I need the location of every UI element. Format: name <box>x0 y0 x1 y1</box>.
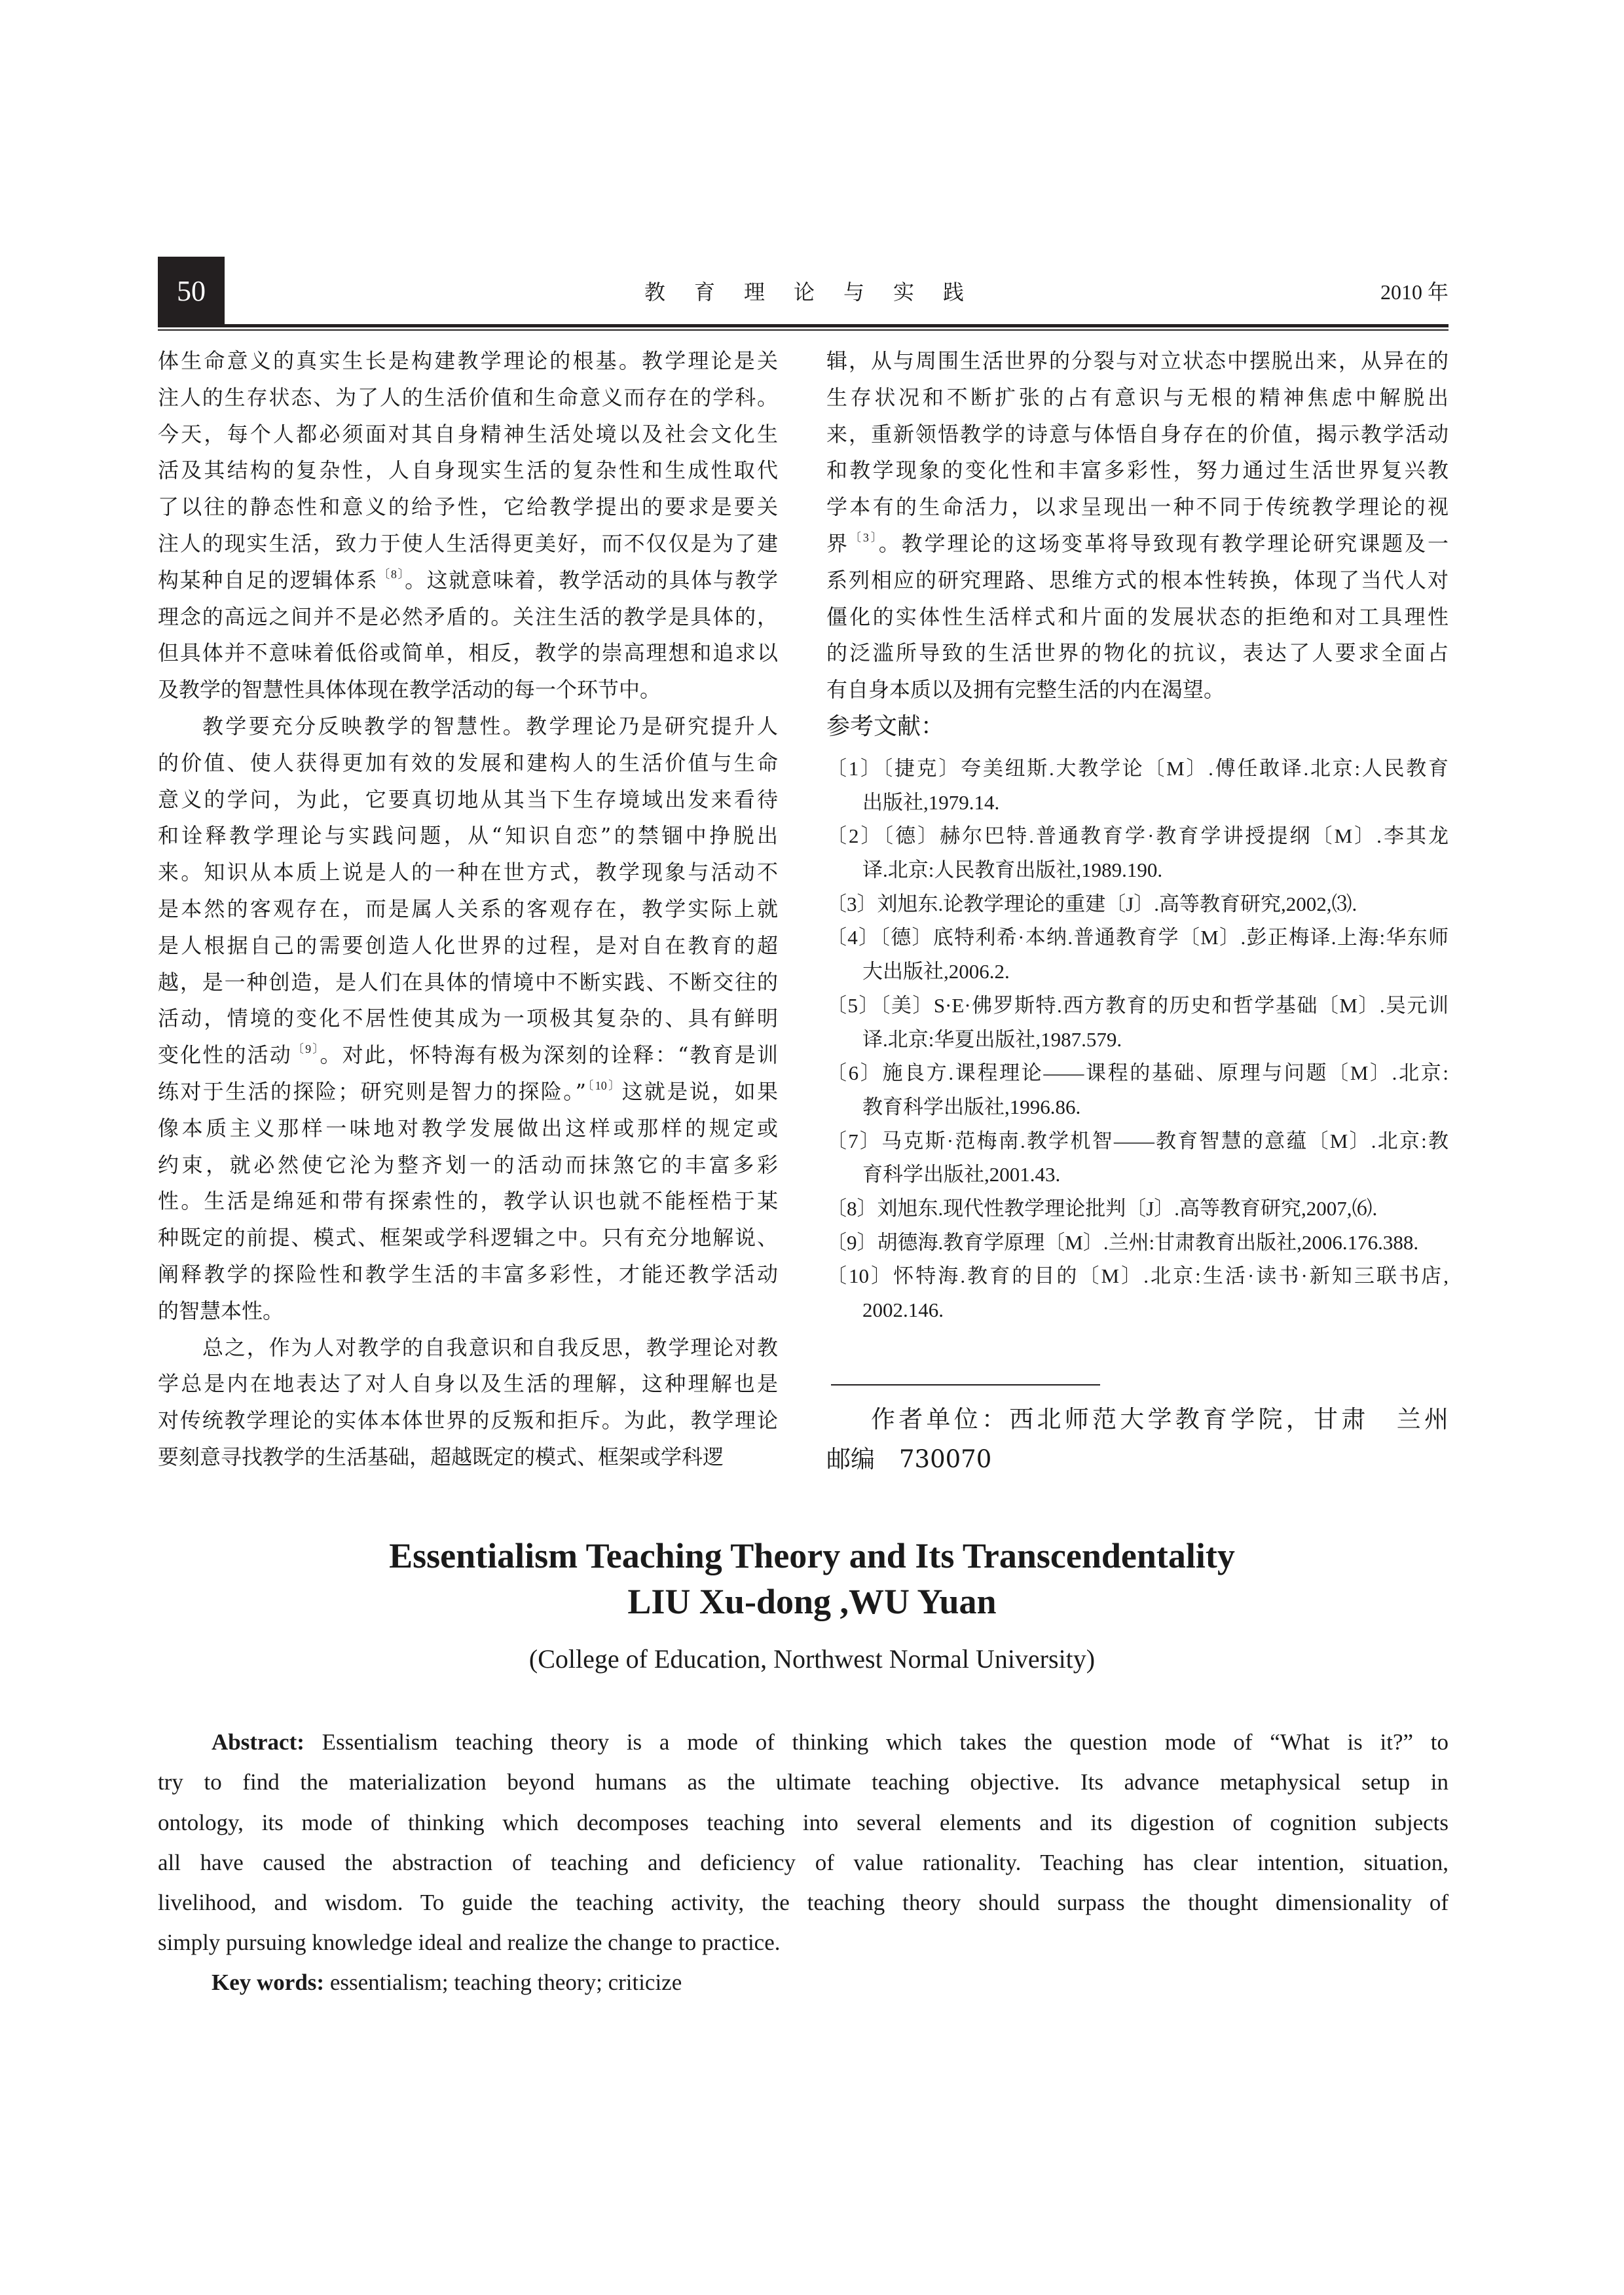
reference-item <box>826 1259 1449 1327</box>
text-line <box>158 818 778 854</box>
text-line <box>158 1330 778 1367</box>
text-segment: 注人的生存状态、为了人的生活价值和生命意义而存在的学科。 <box>158 384 778 410</box>
abstract-text: Essentialism teaching theory is a mode of thinking which takes the question mode of “What is it?” to <box>304 1729 1449 1755</box>
text-segment: 练对于生活的探险；研究则是智力的探险。” <box>158 1078 586 1104</box>
text-segment: 总之，作为人对教学的自我意识和自我反思，教学理论对教 <box>202 1334 778 1360</box>
abstract-line <box>158 1762 1449 1802</box>
abstract-line <box>158 1803 1449 1843</box>
text-line <box>158 1111 778 1147</box>
abstract-line <box>158 1922 1449 1962</box>
text-line <box>826 599 1449 636</box>
text-segment: 的泛滥所导致的生活世界的物化的抗议，表达了人要求全面占 <box>826 640 1449 666</box>
text-line <box>158 452 778 489</box>
english-keywords <box>212 1962 682 2002</box>
text-segment: 有自身本质以及拥有完整生活的内在渴望。 <box>826 677 1225 703</box>
text-line <box>158 635 778 672</box>
text-segment: 对传统教学理论的实体本体世界的反叛和拒斥。为此，教学理论 <box>158 1408 778 1433</box>
paragraph <box>158 343 778 708</box>
reference-item <box>826 1056 1449 1124</box>
text-line <box>158 1147 778 1184</box>
text-line <box>826 489 1449 526</box>
text-line <box>826 452 1449 489</box>
reference-item <box>826 819 1449 887</box>
text-segment: 生存状况和不断扩张的占有意识与无根的精神焦虑中解脱出 <box>826 384 1449 410</box>
text-segment: 意义的学问，为此，它要真切地从其当下生存境域出发来看待 <box>158 786 778 812</box>
text-segment: 系列相应的研究理路、思维方式的根本性转换，体现了当代人对 <box>826 567 1449 593</box>
text-line <box>158 1403 778 1439</box>
journal-year: 2010 年 <box>1380 280 1449 304</box>
citation-marker: 〔9〕 <box>291 1042 320 1056</box>
abstract-text: ontology, its mode of thinking which decomposes teaching into several elements and its digestion of cognition subjects <box>158 1809 1449 1835</box>
header-rule <box>158 324 1449 327</box>
reference-line: 译.北京:华夏出版社,1987.579. <box>862 1027 1122 1051</box>
text-line <box>158 1001 778 1037</box>
keywords-label: Key words: <box>212 1970 325 1995</box>
reference-item <box>826 921 1449 988</box>
text-line <box>158 1220 778 1257</box>
paragraph <box>158 1330 778 1476</box>
text-segment: 活动，情境的变化不居性使其成为一项极其复杂的、具有鲜明 <box>158 1006 778 1031</box>
text-line <box>158 745 778 782</box>
text-line <box>158 1257 778 1293</box>
text-segment: 和教学现象的变化性和丰富多彩性，努力通过生活世界复兴教 <box>826 458 1449 483</box>
author-unit-line: 邮编 730070 <box>826 1445 992 1473</box>
text-segment: 这就是说，如果 <box>621 1078 778 1104</box>
text-line <box>826 380 1449 416</box>
text-segment: 是本然的客观存在，而是属人关系的客观存在，教学实际上就 <box>158 896 778 921</box>
paragraph <box>826 343 1449 708</box>
text-line <box>158 1366 778 1403</box>
text-segment: 的价值、使人获得更加有效的发展和建构人的生活价值与生命 <box>158 750 778 775</box>
right-column-body <box>826 343 1449 708</box>
text-line <box>158 562 778 599</box>
text-segment: 界 <box>826 530 849 556</box>
english-abstract <box>158 1722 1449 1963</box>
text-line <box>826 343 1449 380</box>
citation-marker: 〔8〕 <box>378 567 405 581</box>
reference-line: 〔8〕刘旭东.现代性教学理论批判〔J〕.高等教育研究,2007,⑹. <box>826 1196 1378 1220</box>
journal-title: 教育理论与实践 <box>644 280 993 304</box>
reference-line: 〔5〕〔美〕S·E·佛罗斯特.西方教育的历史和哲学基础〔M〕.吴元训 <box>826 993 1449 1017</box>
left-column <box>158 343 778 1476</box>
text-segment: 种既定的前提、模式、框架或学科逻辑之中。只有充分地解说、 <box>158 1225 778 1251</box>
abstract-text: livelihood, and wisdom. To guide the teaching activity, the teaching theory should surpass the thought dimensionality of <box>158 1890 1449 1916</box>
text-segment: 。对此，怀特海有极为深刻的诠释：“教育是训 <box>320 1042 778 1068</box>
text-line <box>158 489 778 526</box>
reference-item <box>826 887 1449 921</box>
text-segment: 活及其结构的复杂性，人自身现实生活的复杂性和生成性取代 <box>158 458 778 483</box>
text-line <box>826 526 1449 562</box>
text-line <box>158 891 778 928</box>
text-segment: 教学要充分反映教学的智慧性。教学理论乃是研究提升人 <box>202 713 778 739</box>
text-segment: 约束，就必然使它沦为整齐划一的活动而抹煞它的丰富多彩 <box>158 1152 778 1177</box>
text-line <box>158 526 778 562</box>
reference-line: 大出版社,2006.2. <box>862 960 1010 983</box>
text-segment: 和诠释教学理论与实践问题，从“知识自恋”的禁锢中挣脱出 <box>158 823 778 849</box>
text-line <box>826 562 1449 599</box>
reference-line: 教育科学出版社,1996.86. <box>862 1095 1081 1118</box>
text-line <box>826 635 1449 672</box>
author-unit <box>826 1399 1449 1479</box>
references-list <box>826 752 1449 1327</box>
reference-line: 〔3〕刘旭东.论教学理论的重建〔J〕.高等教育研究,2002,⑶. <box>826 892 1357 915</box>
text-segment: 的智慧本性。 <box>158 1298 284 1323</box>
text-line <box>158 928 778 964</box>
footnote-separator <box>831 1384 1100 1386</box>
text-line <box>158 416 778 453</box>
reference-line: 〔10〕怀特海.教育的目的〔M〕.北京:生活·读书·新知三联书店, <box>826 1264 1449 1288</box>
text-segment: 了以往的静态性和意义的给予性，它给教学提出的要求是要关 <box>158 494 778 520</box>
header-rule-thin <box>158 329 1449 331</box>
abstract-line <box>158 1882 1449 1922</box>
text-segment: 要刻意寻找教学的生活基础，超越既定的模式、框架或学科逻 <box>158 1444 724 1469</box>
text-line <box>158 1439 778 1476</box>
text-segment: 。教学理论的这场变革将导致现有教学理论研究课题及一 <box>878 530 1449 556</box>
text-line <box>158 708 778 745</box>
reference-line: 〔1〕〔捷克〕夸美纽斯.大教学论〔M〕.傅任敢译.北京:人民教育 <box>826 757 1449 780</box>
text-line <box>158 964 778 1001</box>
text-segment: 今天，每个人都必须面对其自身精神生活处境以及社会文化生 <box>158 421 778 447</box>
text-line <box>158 1293 778 1330</box>
text-segment: 是人根据自己的需要创造人化世界的过程，是对自在教育的超 <box>158 932 778 958</box>
text-segment: 来。知识从本质上说是人的一种在世方式，教学现象与活动不 <box>158 860 778 885</box>
reference-item <box>826 989 1449 1056</box>
reference-item <box>826 1192 1449 1226</box>
text-line <box>158 854 778 891</box>
english-title: Essentialism Teaching Theory and Its Transcendentality <box>389 1536 1235 1575</box>
author-unit-line: 作者单位：西北师范大学教育学院，甘肃 兰州 <box>871 1405 1449 1433</box>
references-heading: 参考文献： <box>826 712 945 740</box>
abstract-line <box>158 1843 1449 1882</box>
reference-line: 〔7〕马克斯·范梅南.教学机智——教育智慧的意蕴〔M〕.北京:教 <box>826 1129 1449 1152</box>
text-segment: 学总是内在地表达了对人自身以及生活的理解，这种理解也是 <box>158 1371 778 1397</box>
reference-line: 〔2〕〔德〕赫尔巴特.普通教育学·教育学讲授提纲〔M〕.李其龙 <box>826 824 1449 848</box>
text-segment: 变化性的活动 <box>158 1042 292 1068</box>
text-segment: 理念的高远之间并不是必然矛盾的。关注生活的教学是具体的， <box>158 604 778 629</box>
text-line <box>158 599 778 636</box>
text-segment: 像本质主义那样一味地对教学发展做出这样或那样的规定或 <box>158 1115 778 1141</box>
english-authors: LIU Xu-dong ,WU Yuan <box>627 1582 997 1621</box>
text-segment: 僵化的实体性生活样式和片面的发展状态的拒绝和对工具理性 <box>826 604 1449 629</box>
text-segment: 性。生活是绵延和带有探索性的，教学认识也就不能桎梏于某 <box>158 1188 778 1214</box>
reference-line: 〔4〕〔德〕底特利希·本纳.普通教育学〔M〕.彭正梅译.上海:华东师 <box>826 926 1449 949</box>
abstract-text: simply pursuing knowledge ideal and realize the change to practice. <box>158 1930 781 1956</box>
text-line <box>158 782 778 818</box>
right-column <box>826 343 1449 745</box>
reference-line: 育科学出版社,2001.43. <box>862 1163 1061 1186</box>
text-segment: 但具体并不意味着低俗或简单，相反，教学的崇高理想和追求以 <box>158 640 778 666</box>
text-segment: 越，是一种创造，是人们在具体的情境中不断实践、不断交往的 <box>158 969 778 995</box>
paragraph <box>158 708 778 1330</box>
text-segment: 及教学的智慧性具体体现在教学活动的每一个环节中。 <box>158 677 661 703</box>
reference-line: 出版社,1979.14. <box>862 790 1000 814</box>
text-segment: 辑，从与周围生活世界的分裂与对立状态中摆脱出来，从异在的 <box>826 348 1449 373</box>
abstract-text: all have caused the abstraction of teaching and deficiency of value rationality. Teaching has clear intention, situation, <box>158 1849 1449 1875</box>
text-segment: 体生命意义的真实生长是构建教学理论的根基。教学理论是关 <box>158 348 778 373</box>
reference-line: 译.北京:人民教育出版社,1989.190. <box>862 858 1163 882</box>
citation-marker: 〔10〕 <box>585 1078 622 1092</box>
text-line <box>158 380 778 416</box>
text-segment: 。这就意味着，教学活动的具体与教学 <box>405 567 778 593</box>
reference-line: 〔6〕施良方.课程理论——课程的基础、原理与问题〔M〕.北京: <box>826 1061 1449 1085</box>
text-line <box>158 1183 778 1220</box>
abstract-line <box>158 1722 1449 1762</box>
abstract-text: try to find the materialization beyond humans as the ultimate teaching objective. Its advance metaphysical setup in <box>158 1769 1449 1795</box>
text-line <box>158 1037 778 1074</box>
text-segment: 构某种自足的逻辑体系 <box>158 567 378 593</box>
page-number: 50 <box>158 257 225 325</box>
text-segment: 来，重新领悟教学的诗意与体悟自身存在的价值，揭示教学活动 <box>826 421 1449 447</box>
text-segment: 阐释教学的探险性和教学生活的丰富多彩性，才能还教学活动 <box>158 1261 778 1287</box>
text-segment: 注人的现实生活，致力于使人生活得更美好，而不仅仅是为了建 <box>158 530 778 556</box>
english-affiliation: (College of Education, Northwest Normal University) <box>528 1644 1096 1674</box>
reference-item <box>826 1124 1449 1192</box>
citation-marker: 〔3〕 <box>849 530 879 544</box>
reference-item <box>826 752 1449 819</box>
keywords-text: essentialism; teaching theory; criticize <box>324 1970 682 1995</box>
abstract-label: Abstract: <box>212 1729 304 1755</box>
reference-line: 2002.146. <box>862 1298 944 1321</box>
text-line <box>158 672 778 708</box>
text-line <box>826 672 1449 708</box>
text-line <box>826 416 1449 453</box>
text-line <box>158 343 778 380</box>
reference-line: 〔9〕胡德海.教育学原理〔M〕.兰州:甘肃教育出版社,2006.176.388. <box>826 1230 1419 1254</box>
reference-item <box>826 1226 1449 1260</box>
text-line <box>158 1074 778 1111</box>
text-segment: 学本有的生命活力，以求呈现出一种不同于传统教学理论的视 <box>826 494 1449 520</box>
